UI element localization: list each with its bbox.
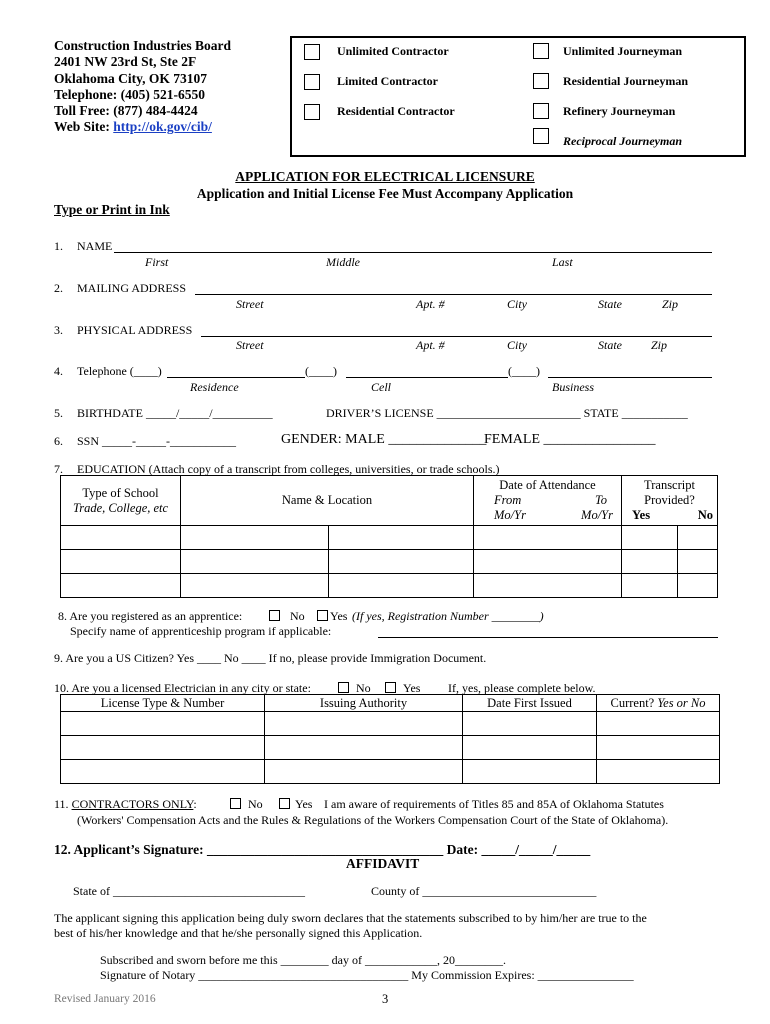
q3-number: 3. — [54, 323, 63, 337]
physical-address-field[interactable] — [201, 336, 712, 337]
physical-state-caption: State — [598, 338, 622, 352]
education-table — [60, 475, 718, 598]
checkbox-licensed-no[interactable] — [338, 682, 349, 693]
notary-signature-field[interactable]: Signature of Notary ___________________________________ My Commission Expires: ________________ — [100, 968, 634, 982]
education-header-row — [61, 476, 718, 526]
col-date-first-issued: Date First Issued — [463, 695, 597, 712]
apprentice-no-label: No — [290, 609, 305, 623]
q3-label: PHYSICAL ADDRESS — [77, 323, 193, 337]
label-refinery-journeyman: Refinery Journeyman — [563, 104, 676, 118]
name-last-caption: Last — [552, 255, 573, 269]
phone-cell-areacode: (____) — [305, 364, 337, 378]
checkbox-reciprocal-journeyman[interactable] — [533, 128, 549, 144]
licensed-yes-label: Yes — [403, 681, 421, 695]
board-name: Construction Industries Board — [54, 38, 232, 53]
website-link[interactable]: http://ok.gov/cib/ — [113, 119, 212, 135]
name-middle-caption: Middle — [326, 255, 360, 269]
physical-city-caption: City — [507, 338, 527, 352]
affidavit-title: AFFIDAVIT — [346, 856, 420, 871]
mailing-zip-caption: Zip — [662, 297, 679, 311]
checkbox-residential-journeyman[interactable] — [533, 73, 549, 89]
drivers-license-field[interactable]: DRIVER’S LICENSE ________________________ STATE ___________ — [326, 406, 688, 420]
ssn-field[interactable]: SSN _____-_____-___________ — [77, 434, 237, 448]
contractor-statement: I am aware of requirements of Titles 85 and 85A of Oklahoma Statutes — [324, 797, 664, 811]
mailing-state-caption: State — [598, 297, 622, 311]
q7-number: 7. — [54, 462, 63, 476]
phone-cell-field[interactable] — [346, 377, 508, 378]
col-current: Current? Yes or No — [597, 695, 720, 712]
checkbox-apprentice-no[interactable] — [269, 610, 280, 621]
licensed-no-label: No — [356, 681, 371, 695]
col-transcript: Transcript Provided? Yes No — [622, 476, 718, 526]
checkbox-limited-contractor[interactable] — [304, 74, 320, 90]
table-row[interactable] — [61, 736, 720, 760]
form-title: APPLICATION FOR ELECTRICAL LICENSURE — [235, 169, 535, 184]
mailing-address-field[interactable] — [195, 294, 712, 295]
board-toll-free: Toll Free: (877) 484-4424 — [54, 103, 198, 119]
form-subtitle: Application and Initial License Fee Must Accompany Application — [196, 186, 574, 201]
table-row[interactable] — [61, 712, 720, 736]
sworn-before-field[interactable]: Subscribed and sworn before me this ________ day of ____________, 20________. — [100, 953, 506, 967]
mailing-apt-caption: Apt. # — [416, 297, 445, 311]
apprenticeship-program-label: Specify name of apprenticeship program if applicable: — [70, 624, 332, 638]
q4-number: 4. — [54, 364, 63, 378]
checkbox-contractor-no[interactable] — [230, 798, 241, 809]
county-of-field[interactable]: County of _____________________________ — [371, 884, 597, 898]
q1-label: NAME — [77, 239, 113, 253]
state-of-field[interactable]: State of ________________________________ — [73, 884, 305, 898]
license-header-row — [61, 695, 720, 712]
table-row[interactable] — [61, 574, 718, 598]
phone-business-areacode: (____) — [508, 364, 540, 378]
phone-business-field[interactable] — [548, 377, 712, 378]
phone-cell-caption: Cell — [371, 380, 391, 394]
col-type-of-school: Type of School Trade, College, etc — [61, 476, 181, 526]
checkbox-apprentice-yes[interactable] — [317, 610, 328, 621]
apprenticeship-program-field[interactable] — [378, 637, 718, 638]
col-issuing-authority: Issuing Authority — [265, 695, 463, 712]
table-row[interactable] — [61, 550, 718, 574]
mailing-city-caption: City — [507, 297, 527, 311]
label-residential-contractor: Residential Contractor — [337, 104, 455, 118]
col-name-location: Name & Location — [181, 476, 474, 526]
type-print-note: Type or Print in Ink — [54, 202, 170, 217]
page-number: 3 — [382, 992, 389, 1006]
contractor-statement-2: (Workers' Compensation Acts and the Rules & Regulations of the Workers Compensation Court of the State of Oklahoma). — [77, 813, 669, 827]
q11-label: 11. CONTRACTORS ONLY: — [54, 797, 197, 811]
q4-label: Telephone (____) — [77, 364, 162, 378]
q10-label: 10. Are you a licensed Electrician in any city or state: — [54, 681, 311, 695]
board-address — [54, 38, 231, 136]
mailing-street-caption: Street — [236, 297, 264, 311]
phone-residence-field[interactable] — [167, 377, 305, 378]
gender-female-field[interactable]: FEMALE ________________ — [484, 432, 656, 447]
label-unlimited-contractor: Unlimited Contractor — [337, 44, 449, 58]
physical-apt-caption: Apt. # — [416, 338, 445, 352]
physical-zip-caption: Zip — [651, 338, 668, 352]
affidavit-text-1: The applicant signing this application being duly sworn declares that the statements subscribed to by him/her are true to the — [54, 911, 647, 925]
licensed-note: If, yes, please complete below. — [448, 681, 596, 695]
contractor-no-label: No — [248, 797, 263, 811]
q5-number: 5. — [54, 406, 63, 420]
us-citizen-question[interactable]: 9. Are you a US Citizen? Yes ____ No ____ If no, please provide Immigration Document. — [54, 651, 487, 665]
q2-label: MAILING ADDRESS — [77, 281, 187, 295]
q6-number: 6. — [54, 434, 63, 448]
checkbox-unlimited-journeyman[interactable] — [533, 43, 549, 59]
checkbox-residential-contractor[interactable] — [304, 104, 320, 120]
name-field[interactable] — [114, 252, 712, 253]
q8-label: 8. Are you registered as an apprentice: — [58, 609, 243, 623]
apprentice-yes-label: Yes — [330, 609, 348, 623]
license-history-table — [60, 694, 720, 784]
label-unlimited-journeyman: Unlimited Journeyman — [563, 44, 683, 58]
applicant-signature-field[interactable]: 12. Applicant’s Signature: ___________________________________ Date: _____/_____/_____ — [54, 842, 591, 857]
board-website: Web Site: http://ok.gov/cib/ — [54, 119, 212, 135]
q2-number: 2. — [54, 281, 63, 295]
board-phone: Telephone: (405) 521-6550 — [54, 86, 205, 102]
revised-date: Revised January 2016 — [54, 993, 156, 1005]
label-limited-contractor: Limited Contractor — [337, 74, 438, 88]
col-date-attendance: Date of Attendance From To Mo/Yr Mo/Yr — [474, 476, 622, 526]
contractor-yes-label: Yes — [295, 797, 313, 811]
phone-residence-caption: Residence — [190, 380, 239, 394]
q7-label: EDUCATION (Attach copy of a transcript from colleges, universities, or trade schools.) — [77, 462, 500, 476]
board-city: Oklahoma City, OK 73107 — [54, 70, 208, 86]
board-street: 2401 NW 23rd St, Ste 2F — [54, 54, 197, 70]
checkbox-contractor-yes[interactable] — [279, 798, 290, 809]
label-reciprocal-journeyman: Reciprocal Journeyman — [563, 134, 682, 148]
name-first-caption: First — [145, 255, 169, 269]
gender-male-field[interactable]: GENDER: MALE ______________ — [281, 432, 487, 447]
physical-street-caption: Street — [236, 338, 264, 352]
label-residential-journeyman: Residential Journeyman — [563, 74, 689, 88]
table-row[interactable] — [61, 760, 720, 784]
checkbox-licensed-yes[interactable] — [385, 682, 396, 693]
col-license-type: License Type & Number — [61, 695, 265, 712]
birthdate-field[interactable]: BIRTHDATE _____/_____/__________ — [77, 406, 273, 420]
table-row[interactable] — [61, 526, 718, 550]
registration-number-field[interactable]: (If yes, Registration Number ________) — [352, 609, 544, 623]
phone-business-caption: Business — [552, 380, 594, 394]
checkbox-unlimited-contractor[interactable] — [304, 44, 320, 60]
affidavit-text-2: best of his/her knowledge and that he/she personally signed this Application. — [54, 926, 423, 940]
checkbox-refinery-journeyman[interactable] — [533, 103, 549, 119]
q1-number: 1. — [54, 239, 63, 253]
